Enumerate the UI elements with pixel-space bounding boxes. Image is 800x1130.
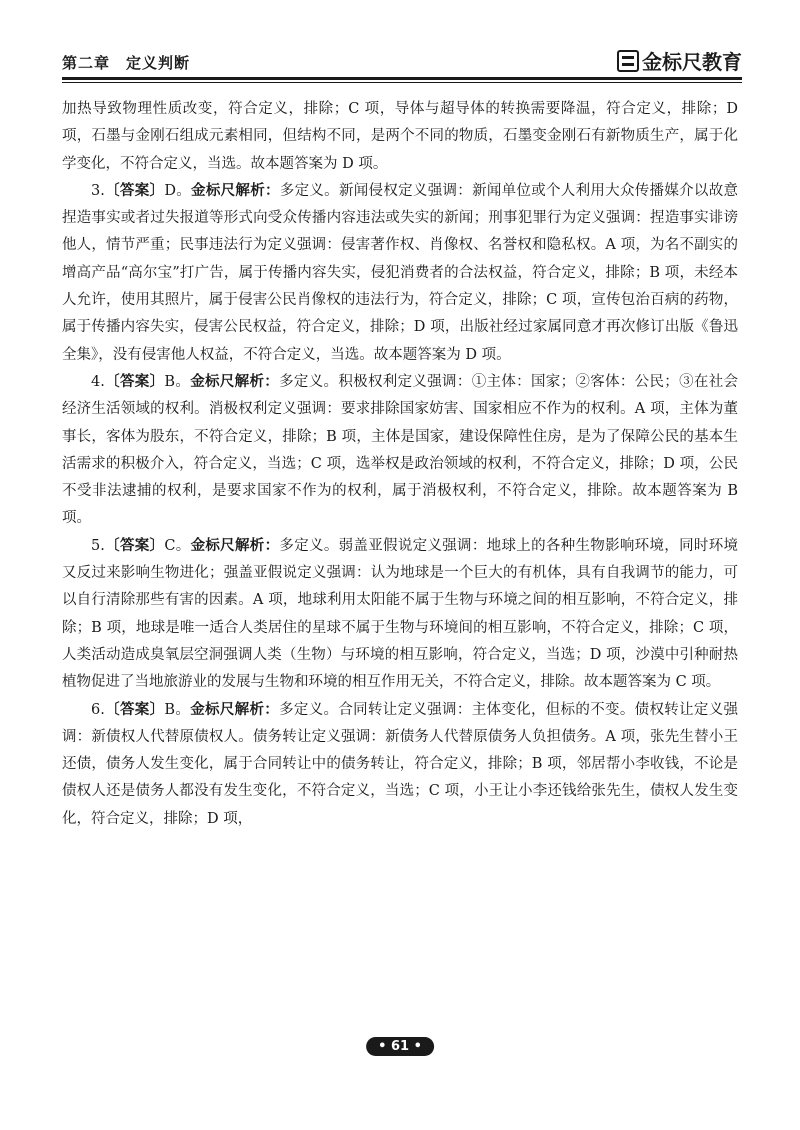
- question-6-analysis-label: 金标尺解析：: [190, 701, 280, 718]
- question-5-answer: C。: [164, 537, 191, 554]
- question-3-answer: D。: [164, 182, 192, 199]
- question-6-number: 6.: [91, 701, 105, 718]
- question-6-answer-label: 〔答案〕: [104, 701, 165, 718]
- question-6-paragraph: [62, 697, 738, 833]
- question-6-answer: B。: [164, 701, 191, 718]
- page-number: • 61 •: [366, 1037, 434, 1056]
- brand-logo: [617, 46, 742, 75]
- question-4-answer: B。: [164, 373, 191, 390]
- brand-name: 金标尺教育: [642, 50, 742, 74]
- brand-logo-icon: [617, 50, 639, 72]
- question-4-paragraph: [62, 369, 738, 533]
- question-3-paragraph: [62, 178, 738, 369]
- question-5-analysis-label: 金标尺解析：: [190, 537, 280, 554]
- page-header: [62, 40, 742, 80]
- question-3-number: 3.: [91, 182, 105, 199]
- question-4-analysis-label: 金标尺解析：: [190, 373, 280, 390]
- intro-paragraph: 加热导致物理性质改变，符合定义，排除；C 项，导体与超导体的转换需要降温，符合定义，排除；D 项，石墨与金刚石组成元素相同，但结构不同，是两个不同的物质，石墨变金刚石有新物质生产，属于化学变化，不符合定义，当选。故本题答案为 D 项。: [62, 101, 738, 172]
- header-rule-thick: [62, 77, 742, 80]
- question-4-text: 多定义。积极权利定义强调：①主体：国家；②客体：公民；③在社会经济生活领域的权利。消极权利定义强调：要求排除国家妨害、国家相应不作为的权利。A 项，主体为董事长，客体为股东，不符合定义，排除；B 项，主体是国家，建设保障性住房，是为了保障公民的基本生活需求的积极介入，符合定义，当选；C 项，选举权是政治领域的权利，不符合定义，排除；D 项，公民不受非法逮捕的权利，是要求国家不作为的权利，属于消极权利，不符合定义，排除。故本题答案为 B 项。: [62, 373, 739, 527]
- question-5-text: 多定义。弱盖亚假说定义强调：地球上的各种生物影响环境，同时环境又反过来影响生物进化；强盖亚假说定义强调：认为地球是一个巨大的有机体，具有自我调节的能力，可以自行清除那些有害的因素。A 项，地球利用太阳能不属于生物与环境之间的相互影响，不符合定义，排除；B 项，地球是唯一适合人类居住的星球不属于生物与环境间的相互影响，不符合定义，排除；C 项，人类活动造成臭氧层空洞强调人类（生物）与环境的相互影响，符合定义，当选；D 项，沙漠中引种耐热植物促进了当地旅游业的发展与生物和环境的相互作用无关，不符合定义，排除。故本题答案为 C 项。: [62, 537, 739, 691]
- question-3-analysis-label: 金标尺解析：: [191, 182, 280, 199]
- chapter-title: 第二章 定义判断: [62, 54, 191, 72]
- question-5-paragraph: [62, 533, 738, 697]
- question-6-text: 多定义。合同转让定义强调：主体变化，但标的不变。债权转让定义强调：新债权人代替原债权人。债务转让定义强调：新债务人代替原债务人负担债务。A 项，张先生替小王还债，债务人发生变化，属于合同转让中的债务转让，符合定义，排除；B 项，邻居帮小李收钱，不论是债权人还是债务人都没有发生变化，不符合定义，当选；C 项，小王让小李还钱给张先生，债权人发生变化，符合定义，排除；D 项，: [62, 701, 739, 827]
- header-rule-thin: [62, 82, 742, 83]
- question-5-number: 5.: [91, 537, 105, 554]
- question-5-answer-label: 〔答案〕: [104, 537, 165, 554]
- question-3-text: 多定义。新闻侵权定义强调：新闻单位或个人利用大众传播媒介以故意捏造事实或者过失报道等形式向受众传播内容违法或失实的新闻；刑事犯罪行为定义强调：捏造事实诽谤他人，情节严重；民事违法行为定义强调：侵害著作权、肖像权、名誉权和隐私权。A 项，为名不副实的增高产品“高尔宝”打广告，属于传播内容失实，侵犯消费者的合法权益，符合定义，排除；B 项，未经本人允许，使用其照片，属于侵害公民肖像权的违法行为，符合定义，排除；C 项，宣传包治百病的药物，属于传播内容失实，侵害公民权益，符合定义，排除；D 项，出版社经过家属同意才再次修订出版《鲁迅全集》，没有侵害他人权益，不符合定义，当选。故本题答案为 D 项。: [62, 182, 739, 363]
- page-content: [62, 96, 738, 833]
- question-3-answer-label: 〔答案〕: [104, 182, 165, 199]
- question-4-number: 4.: [91, 373, 105, 390]
- question-4-answer-label: 〔答案〕: [104, 373, 165, 390]
